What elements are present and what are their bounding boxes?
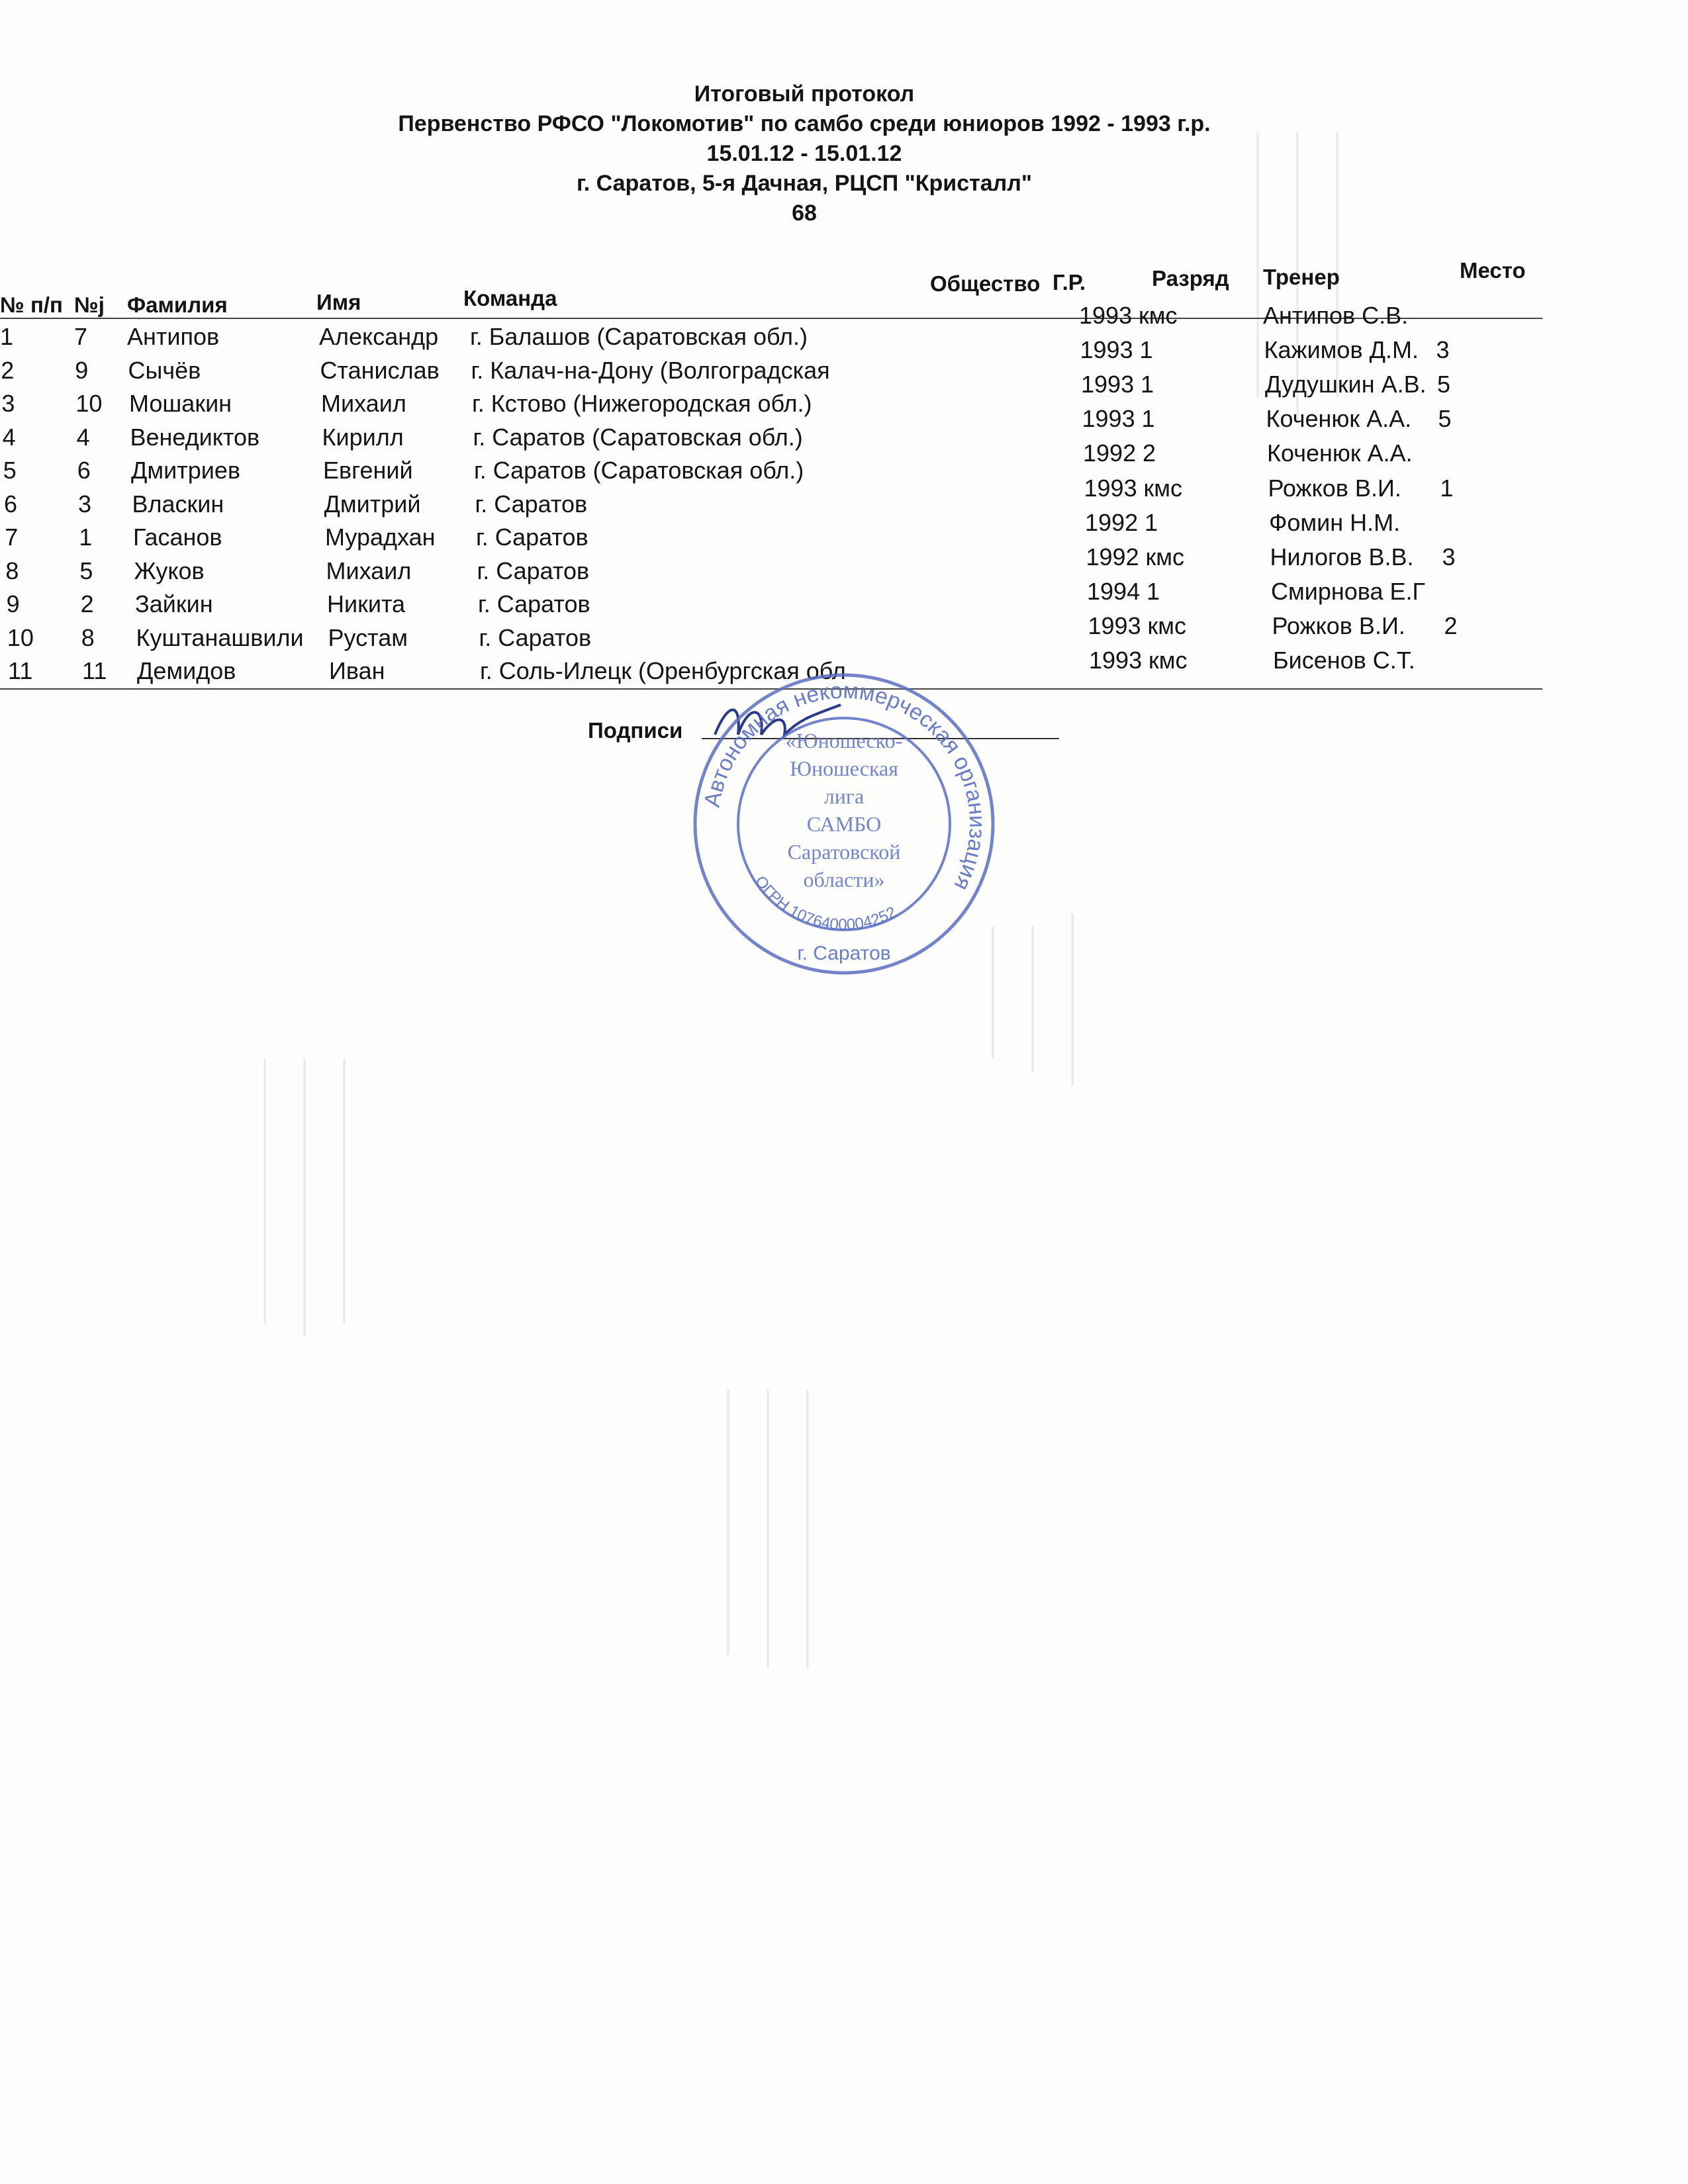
document-header [0,79,1609,228]
cell-team: г. Саратов [476,523,588,551]
header-rank: Разряд [1152,266,1229,291]
cell-last: Жуков [134,557,205,584]
stamp-center-line: САМБО [806,812,882,836]
cell-id: 8 [81,623,95,651]
cell-year: 1993 [1079,302,1133,329]
cell-rank: кмс [1143,474,1182,502]
cell-coach: Дудушкин А.В. [1265,371,1427,398]
stamp-city: г. Саратов [797,942,891,964]
cell-id: 2 [80,590,94,617]
cell-last: Куштанашвили [136,623,304,651]
header-num: № п/п [0,293,63,317]
stamp-ogrn: ОГРН 1076400004252 [751,872,900,934]
cell-first: Михаил [326,557,412,584]
cell-first: Евгений [323,457,413,484]
cell-team: г. Соль-Илецк (Оренбургская обл [480,657,846,684]
cell-year: 1993 [1089,647,1143,674]
cell-coach: Нилогов В.В. [1270,543,1414,570]
cell-last: Дмитриев [131,457,241,484]
cell-first: Рустам [328,623,408,651]
cell-first: Михаил [321,390,406,417]
cell-place: 5 [1438,405,1452,433]
cell-rank: кмс [1147,612,1186,639]
cell-last: Антипов [127,323,220,350]
header-coach: Тренер [1263,265,1340,289]
cell-team: г. Саратов [475,490,588,518]
cell-rank: кмс [1149,647,1188,674]
cell-id: 4 [76,423,90,451]
cell-num: 4 [2,423,16,451]
stamp-center-line: лига [823,784,865,808]
cell-first: Мурадхан [325,523,436,551]
cell-year: 1992 [1086,543,1139,570]
cell-year: 1993 [1082,405,1135,433]
cell-first: Александр [319,323,439,350]
cell-place: 1 [1440,474,1454,502]
cell-team: г. Саратов [479,623,592,651]
cell-num: 1 [0,323,14,350]
cell-id: 11 [82,657,107,684]
cell-year: 1993 [1084,474,1137,502]
document-venue: г. Саратов, 5-я Дачная, РЦСП "Кристалл" [577,171,1032,196]
document-title: Итоговый протокол [694,81,915,107]
cell-year: 1992 [1083,439,1137,467]
cell-first: Дмитрий [324,490,421,518]
cell-coach: Бисенов С.Т. [1273,647,1415,674]
cell-team: г. Калач-на-Дону (Волгоградская [471,356,830,384]
stamp-center-line: Саратовской [787,840,901,864]
header-last-name: Фамилия [127,293,228,317]
cell-id: 5 [79,557,93,584]
cell-team: г. Саратов [478,590,590,617]
cell-num: 3 [1,390,15,417]
cell-num: 10 [7,623,34,651]
stamp-center-line: «Юношеско- [785,729,903,752]
cell-last: Венедиктов [130,423,260,451]
cell-id: 3 [78,490,92,518]
cell-year: 1993 [1081,371,1135,398]
cell-team: г. Кстово (Нижегородская обл.) [472,390,812,417]
cell-last: Сычёв [128,356,201,384]
cell-last: Мошакин [129,390,232,417]
cell-coach: Рожков В.И. [1268,474,1401,502]
cell-team: г. Саратов [477,557,590,584]
header-society: Общество [930,271,1041,296]
header-id: №j [74,293,105,317]
cell-rank: 1 [1139,336,1153,364]
cell-rank: 1 [1141,405,1155,433]
cell-coach: Коченюк А.А. [1266,405,1412,433]
cell-num: 6 [4,490,18,518]
cell-last: Гасанов [133,523,222,551]
cell-id: 10 [75,390,103,417]
cell-coach: Рожков В.И. [1272,612,1405,639]
cell-first: Кирилл [322,423,404,451]
cell-num: 2 [1,356,15,384]
cell-id: 7 [74,323,88,350]
document-dates: 15.01.12 - 15.01.12 [706,141,902,166]
cell-year: 1993 [1080,336,1133,364]
cell-num: 5 [3,457,17,484]
cell-place: 3 [1442,543,1456,570]
cell-rank: кмс [1139,302,1178,329]
cell-id: 1 [79,523,93,551]
stamp-ring-text: Автономная некоммерческая организация [699,678,990,895]
cell-rank: 1 [1141,371,1154,398]
cell-coach: Коченюк А.А. [1267,439,1413,467]
cell-num: 8 [5,557,19,584]
cell-place: 2 [1444,612,1458,639]
stamp-center-line: Юношеская [790,756,898,780]
cell-year: 1992 [1085,508,1139,536]
cell-team: г. Саратов (Саратовская обл.) [474,457,804,484]
cell-year: 1994 [1087,577,1141,605]
stamp-center-text [786,729,902,891]
cell-first: Никита [327,590,406,617]
cell-last: Демидов [137,657,236,684]
cell-coach: Кажимов Д.М. [1264,336,1419,364]
header-first-name: Имя [316,290,361,314]
cell-place: 3 [1436,336,1450,364]
cell-num: 7 [5,523,19,551]
cell-last: Зайкин [135,590,213,617]
cell-rank: 1 [1147,577,1160,605]
cell-first: Иван [329,657,385,684]
cell-team: г. Саратов (Саратовская обл.) [473,423,803,451]
cell-num: 11 [8,657,33,684]
cell-year: 1993 [1088,612,1141,639]
header-place: Место [1460,258,1526,283]
document-subtitle: Первенство РФСО "Локомотив" по самбо среди юниоров 1992 - 1993 г.р. [398,111,1211,136]
header-team: Команда [463,286,557,310]
cell-rank: кмс [1145,543,1184,570]
weight-category: 68 [792,201,817,226]
cell-place: 5 [1437,371,1451,398]
signature-label: Подписи [588,718,683,743]
header-year: Г.Р. [1053,270,1086,295]
stamp-center-line: области» [803,868,885,891]
cell-last: Власкин [132,490,224,518]
cell-coach: Антипов С.В. [1263,302,1409,329]
cell-team: г. Балашов (Саратовская обл.) [470,323,808,350]
cell-id: 6 [77,457,91,484]
cell-coach: Фомин Н.М. [1269,508,1401,536]
official-stamp [688,668,1000,979]
cell-id: 9 [75,356,89,384]
cell-rank: 2 [1143,439,1156,467]
cell-coach: Смирнова Е.Г [1271,577,1426,605]
cell-rank: 1 [1145,508,1158,536]
cell-num: 9 [6,590,20,617]
cell-first: Станислав [320,356,440,384]
